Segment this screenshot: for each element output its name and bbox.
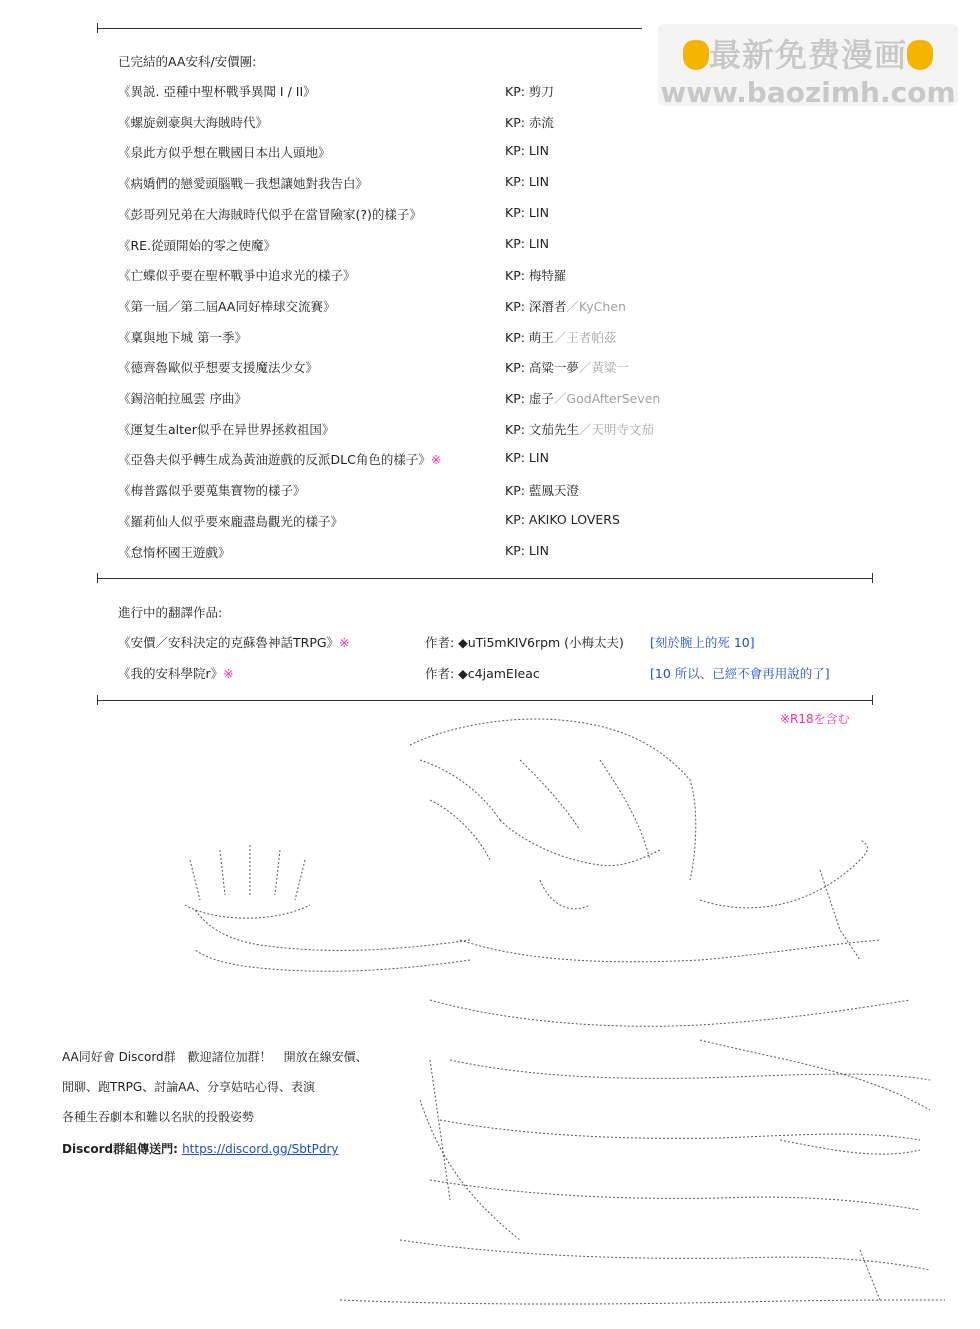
kp-name: KP: LIN (505, 205, 549, 220)
kp-name: KP: 深潛者 (505, 299, 567, 314)
kp-name: KP: 赤流 (505, 115, 554, 130)
completed-title-text: 《RE.從頭開始的零之使魔》 (118, 238, 277, 253)
watermark-line2: www.baozimh.com (660, 76, 956, 109)
kp-name: KP: LIN (505, 543, 549, 558)
kp-alt-name: ／黃粱一 (578, 360, 629, 375)
in-progress-author: 作者: ◆c4jamEIeac (425, 666, 540, 681)
kp-name: KP: 文茄先生 (505, 422, 579, 437)
kp-name: KP: 萌王 (505, 330, 554, 345)
kp-name: KP: 虚子 (505, 391, 554, 406)
completed-title-text: 《彭哥列兄弟在大海賊時代似乎在當冒險家(?)的樣子》 (118, 207, 422, 222)
completed-title-text: 《怠惰杯國王遊戲》 (118, 545, 231, 560)
kp-name: KP: LIN (505, 143, 549, 158)
completed-title-text: 《第一屆／第二屆AA同好棒球交流賽》 (118, 299, 336, 314)
r18-mark: ※ (339, 635, 350, 650)
r18-mark: ※ (430, 452, 442, 467)
in-progress-author: 作者: ◆uTi5mKIV6rpm (小梅太夫) (425, 635, 624, 650)
kp-alt-name: ／KyChen (566, 299, 626, 314)
in-progress-title-text: 《我的安科學院r》 (118, 666, 224, 681)
completed-title-text: 《亞魯夫似乎轉生成為黃油遊戲的反派DLC角色的樣子》 (118, 452, 431, 467)
r18-mark: ※ (223, 666, 234, 681)
r18-note: ※R18を含む (780, 712, 850, 726)
in-progress-status[interactable]: [10 所以、已經不會再用說的了] (650, 666, 830, 681)
completed-title-text: 《螺旋劍豪與大海賊時代》 (118, 115, 269, 130)
kp-name: KP: LIN (505, 236, 549, 251)
completed-header: 已完結的AA安科/安價團: (118, 54, 257, 69)
completed-title-text: 《異説. 亞種中聖杯戰爭異聞 I / II》 (118, 84, 316, 99)
kp-name: KP: AKIKO LOVERS (505, 512, 620, 527)
completed-title-text: 《運复生alter似乎在异世界拯救祖国》 (118, 422, 335, 437)
completed-title-text: 《泉此方似乎想在戰國日本出人頭地》 (118, 145, 331, 160)
kp-alt-name: ／王者帕茲 (553, 330, 617, 345)
kp-alt-name: ／天明寺文茄 (578, 422, 654, 437)
discord-line2: 閒聊、跑TRPG、討論AA、分享姑咕心得、表演 (62, 1080, 315, 1094)
kp-name: KP: 剪刀 (505, 84, 554, 99)
completed-title-text: 《錫涪帕拉風雲 序曲》 (118, 391, 247, 406)
discord-line1: AA同好會 Discord群 歡迎諸位加群！ 開放在線安價、 (62, 1050, 368, 1064)
discord-link-label: Discord群組傳送門: (62, 1142, 178, 1156)
completed-title-text: 《梅普露似乎要蒐集寶物的樣子》 (118, 483, 306, 498)
completed-title-text: 《稟與地下城 第一季》 (118, 330, 247, 345)
completed-title-text: 《羅莉仙人似乎要來龐盡島觀光的樣子》 (118, 514, 344, 529)
completed-title-text: 《病嬌們的戀愛頭腦戰－我想讓她對我告白》 (118, 176, 369, 191)
completed-title-text: 《亡蝶似乎要在聖杯戰爭中追求光的樣子》 (118, 268, 356, 283)
kp-name: KP: LIN (505, 174, 549, 189)
in-progress-status[interactable]: [刻於腕上的死 10] (650, 635, 755, 650)
in-progress-header: 進行中的翻譯作品: (118, 605, 223, 620)
kp-alt-name: ／GodAfterSeven (553, 391, 661, 406)
kp-name: KP: 梅特羅 (505, 268, 567, 283)
in-progress-title-text: 《安價／安科決定的克蘇魯神話TRPG》 (118, 635, 340, 650)
discord-link[interactable]: https://discord.gg/SbtPdry (182, 1142, 339, 1156)
watermark-line1: 最新免费漫画 (708, 36, 907, 74)
kp-name: KP: 藍鳳天澄 (505, 483, 579, 498)
completed-title-text: 《德齊魯歐似乎想要支援魔法少女》 (118, 360, 319, 375)
kp-name: KP: LIN (505, 450, 549, 465)
kp-name: KP: 高粱一夢 (505, 360, 579, 375)
discord-line3: 各種生吞劇本和難以名狀的投骰姿勢 (62, 1110, 255, 1124)
